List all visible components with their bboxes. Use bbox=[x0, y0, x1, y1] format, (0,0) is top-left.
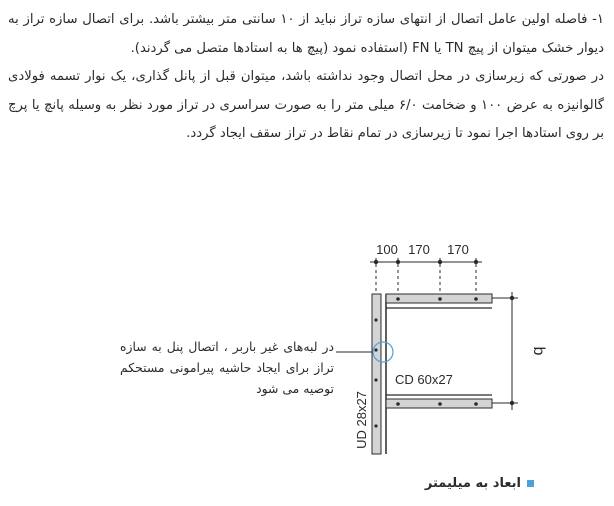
cd-profile-top bbox=[386, 294, 492, 308]
square-bullet-icon bbox=[527, 480, 534, 487]
callout-text bbox=[120, 336, 334, 399]
paragraph-1: ۱- فاصله اولین عامل اتصال از انتهای سازه تراز نباید از ۱۰ سانتی متر بیشتر باشد. برای اتصال سازه تراز به دیوار خشک میتوان از پیچ TN یا FN (استفاده نمود (پیچ ها به استادها متصل می گردند). bbox=[8, 12, 604, 56]
footnote-row bbox=[425, 476, 534, 491]
callout-paragraph: در لبه‌های غیر باربر ، اتصال پنل به سازه تراز برای ایجاد حاشیه پیرامونی مستحکم توصیه می شود bbox=[120, 339, 334, 396]
footnote-text: ابعاد به میلیمتر bbox=[424, 476, 521, 491]
dim-label-100: 100 bbox=[376, 242, 398, 257]
profile-label-ud: UD 28x27 bbox=[354, 391, 369, 449]
side-dimension bbox=[492, 292, 518, 410]
profile-label-cd: CD 60x27 bbox=[395, 372, 453, 387]
dim-label-170b: 170 bbox=[447, 242, 469, 257]
dim-label-b: b bbox=[530, 346, 547, 356]
paragraph-2: در صورتی که زیرسازی در محل اتصال وجود نداشته باشد، میتوان قبل از پانل گذاری، یک نوار تسمه فولادی گالوانیزه به عرض ۱۰۰ و ضخامت ۶/۰ میلی متر را به صورت سراسری در تراز مورد نظر به وسیله پانچ یا پرچ بر روی استادها اجرا نمود تا زیرسازی در تمام نقاط در تراز سقف ایجاد گردد. bbox=[8, 69, 604, 141]
top-dimension-chain bbox=[370, 258, 482, 292]
ud-profile bbox=[372, 294, 386, 454]
dim-label-170a: 170 bbox=[408, 242, 430, 257]
cd-profile-bottom bbox=[386, 395, 492, 408]
